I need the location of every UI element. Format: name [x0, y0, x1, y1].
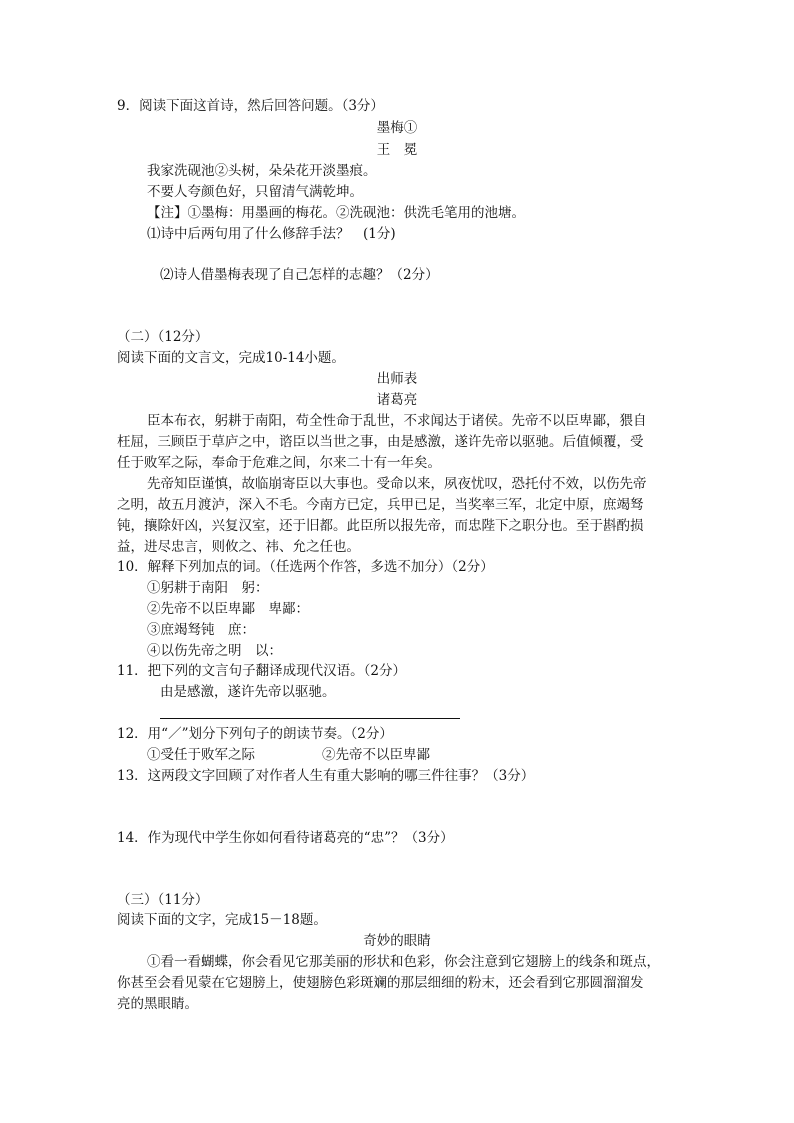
q11-prompt: 11．把下列的文言句子翻译成现代汉语。（2分）	[117, 663, 407, 679]
q9-prompt: 9．阅读下面这首诗，然后回答问题。（3分）	[117, 98, 384, 114]
passage-author: 诸葛亮	[376, 392, 418, 408]
q10-item: ①躬耕于南阳 躬：	[147, 580, 269, 596]
q10-item: ④以伤先帝之明 以：	[147, 643, 282, 659]
q11-answer-line[interactable]	[160, 718, 460, 719]
q12-sentence-a: ①受任于败军之际	[147, 747, 255, 763]
q9-sub1: ⑴诗中后两句用了什么修辞手法？ (1分)	[147, 226, 396, 242]
q12-prompt: 12．用“／”划分下列句子的朗读节奏。（2分）	[117, 726, 393, 742]
section3-line: ①看一看蝴蝶，你会看见它那美丽的形状和色彩，你会注意到它翅膀上的线条和斑点，	[147, 954, 660, 970]
q14-prompt: 14．作为现代中学生你如何看待诸葛亮的“忠”？（3分）	[117, 830, 454, 846]
section3-intro: 阅读下面的文字，完成15－18题。	[117, 912, 327, 928]
passage-line: 臣本布衣，躬耕于南阳，苟全性命于乱世，不求闻达于诸侯。先帝不以臣卑鄙，猥自	[147, 413, 647, 429]
section3-line: 你甚至会看见蒙在它翅膀上，使翅膀色彩斑斓的那层细细的粉末，还会看到它那圆溜溜发	[117, 975, 644, 991]
poem-author: 王 冕	[376, 142, 418, 158]
section3-line: 亮的黑眼睛。	[117, 996, 198, 1012]
q11-sentence: 由是感激，遂许先帝以驱驰。	[160, 684, 336, 700]
passage-line: 枉屈，三顾臣于草庐之中，谘臣以当世之事，由是感激，遂许先帝以驱驰。后值倾覆，受	[117, 434, 644, 450]
q12-sentence-b: ②先帝不以臣卑鄙	[322, 747, 430, 763]
passage-line: 之明，故五月渡泸，深入不毛。今南方已定，兵甲已足，当奖率三军，北定中原，庶竭驽	[117, 497, 644, 513]
q13-prompt: 13．这两段文字回顾了对作者人生有重大影响的哪三件往事？（3分）	[117, 768, 535, 784]
section3-title: 奇妙的眼睛	[363, 933, 431, 949]
q9-sub2: ⑵诗人借墨梅表现了自己怎样的志趣？（2分）	[160, 267, 439, 283]
poem-line-2: 不要人夸颜色好，只留清气满乾坤。	[147, 184, 363, 200]
passage-line: 任于败军之际，奉命于危难之间，尔来二十有一年矣。	[117, 455, 441, 471]
q10-prompt: 10．解释下列加点的词。（任选两个作答，多选不加分）（2分）	[117, 559, 494, 575]
section2-header: （二）（12分）	[117, 329, 209, 345]
passage-line: 益，进尽忠言，则攸之、祎、允之任也。	[117, 539, 360, 555]
poem-title: 墨梅①	[376, 120, 418, 136]
passage-line: 钝，攘除奸凶，兴复汉室，还于旧都。此臣所以报先帝，而忠陛下之职分也。至于斟酌损	[117, 518, 644, 534]
q10-item: ②先帝不以臣卑鄙 卑鄙：	[147, 601, 309, 617]
poem-note: 【注】①墨梅：用墨画的梅花。②洗砚池：供洗毛笔用的池塘。	[147, 205, 525, 221]
section2-intro: 阅读下面的文言文，完成10-14小题。	[117, 350, 345, 366]
poem-line-1: 我家洗砚池②头树，朵朵花开淡墨痕。	[147, 163, 377, 179]
section3-header: （三）（11分）	[117, 892, 209, 908]
q10-item: ③庶竭驽钝 庶：	[147, 622, 255, 638]
passage-line: 先帝知臣谨慎，故临崩寄臣以大事也。受命以来，夙夜忧叹，恐托付不效，以伤先帝	[147, 476, 647, 492]
passage-title: 出师表	[376, 371, 418, 387]
